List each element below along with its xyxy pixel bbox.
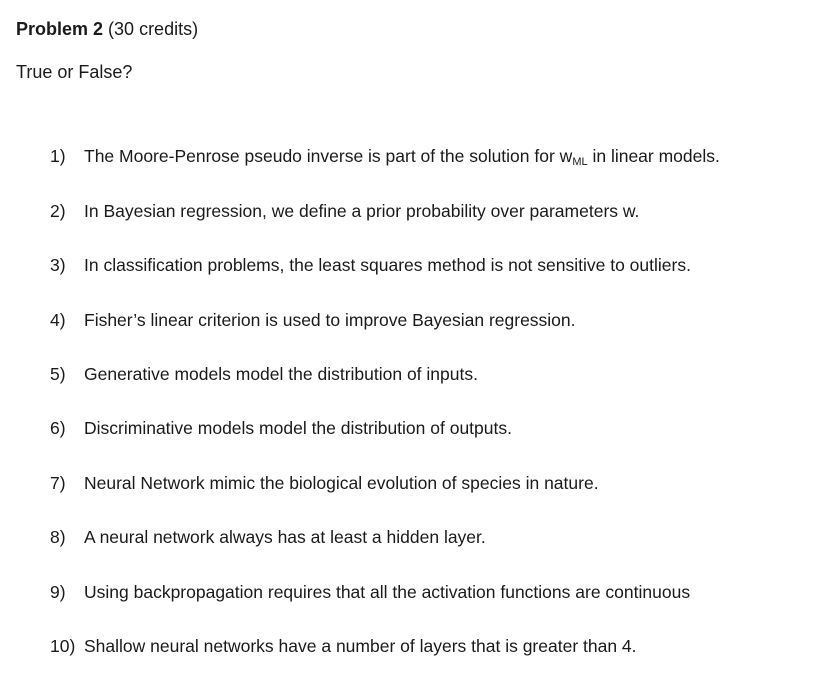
question-number: 1): [50, 146, 66, 166]
question-item-2: [50, 199, 639, 223]
question-text: [84, 144, 720, 168]
problem-title: Problem 2: [16, 19, 104, 39]
question-number: 3): [50, 255, 66, 275]
question-item-6: [50, 416, 512, 440]
question-text: In classification problems, the least squares method is not sensitive to outliers.: [84, 255, 691, 275]
question-item-1: [50, 144, 720, 168]
question-number: 8): [50, 527, 66, 547]
question-text: Generative models model the distribution of inputs.: [84, 364, 478, 384]
question-text-part: The Moore-Penrose pseudo inverse is part of the solution for w: [84, 146, 573, 166]
question-number: 5): [50, 364, 66, 384]
question-item-3: [50, 253, 691, 277]
subscript-ml: ML: [572, 156, 588, 168]
question-text: Using backpropagation requires that all the activation functions are continuous: [84, 582, 691, 602]
question-number: 10): [50, 636, 76, 656]
problem-header: [16, 17, 198, 41]
question-item-10: [50, 634, 637, 658]
question-number: 2): [50, 201, 66, 221]
question-number: 9): [50, 582, 66, 602]
question-text: Fisher’s linear criterion is used to improve Bayesian regression.: [84, 310, 576, 330]
question-number: 7): [50, 473, 66, 493]
question-item-8: [50, 525, 486, 549]
question-text: Discriminative models model the distribution of outputs.: [84, 418, 512, 438]
problem-credits: (30 credits): [108, 19, 199, 39]
question-item-4: [50, 308, 576, 332]
question-text-part: in linear models.: [587, 146, 720, 166]
question-number: 4): [50, 310, 66, 330]
question-text: Shallow neural networks have a number of layers that is greater than 4.: [84, 636, 637, 656]
question-text: A neural network always has at least a hidden layer.: [84, 527, 486, 547]
question-text: Neural Network mimic the biological evolution of species in nature.: [84, 473, 599, 493]
question-item-5: [50, 362, 478, 386]
question-item-9: [50, 580, 690, 604]
question-text: In Bayesian regression, we define a prior probability over parameters w.: [84, 201, 640, 221]
problem-instruction: True or False?: [16, 62, 133, 82]
question-number: 6): [50, 418, 66, 438]
question-item-7: [50, 471, 599, 495]
